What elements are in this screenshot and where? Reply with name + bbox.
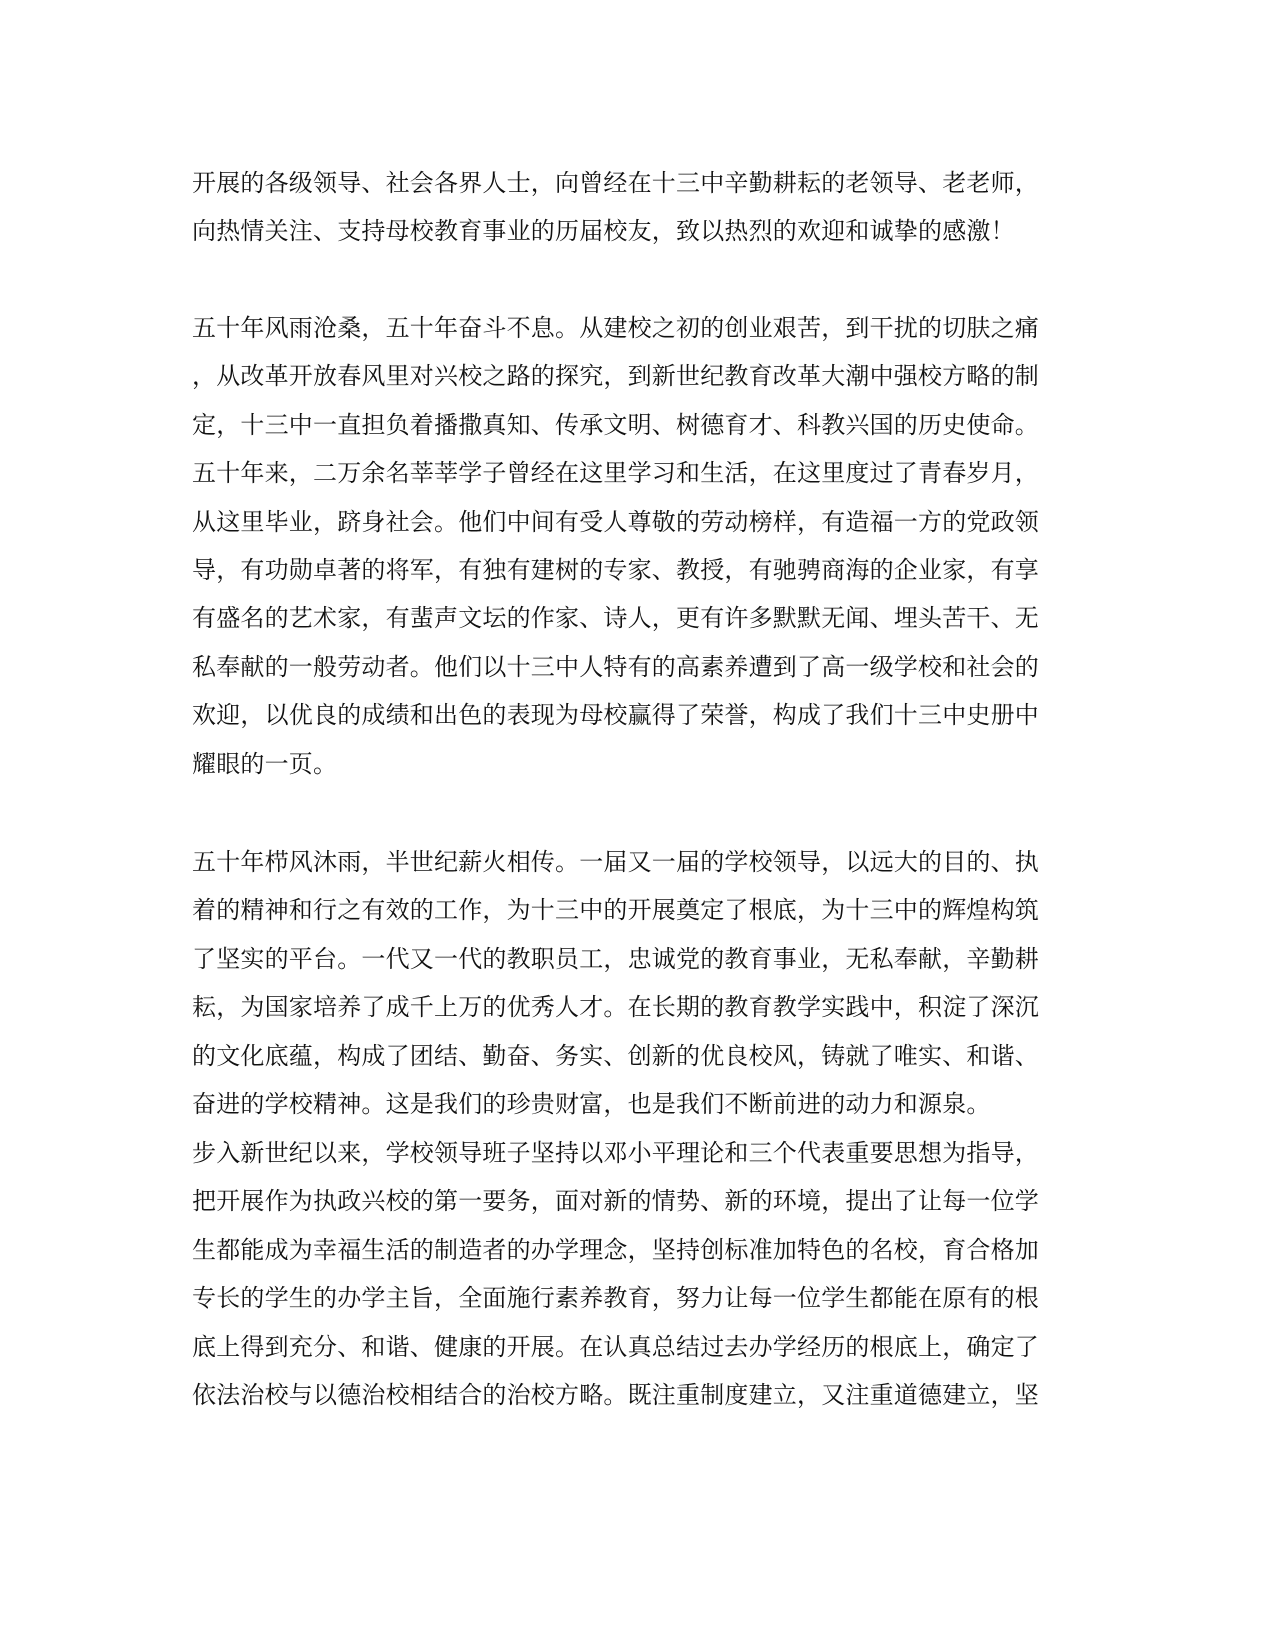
paragraph-3: [192, 838, 1072, 1128]
text-line: 依法治校与以德治校相结合的治校方略。既注重制度建立，又注重道德建立，坚: [192, 1380, 1039, 1409]
text-line: 向热情关注、支持母校教育事业的历届校友，致以热烈的欢迎和诚挚的感激！: [192, 217, 1015, 246]
text-line: 耘，为国家培养了成千上万的优秀人才。在长期的教育教学实践中，积淀了深沉: [192, 993, 1039, 1022]
text-line: ，从改革开放春风里对兴校之路的探究，到新世纪教育改革大潮中强校方略的制: [192, 362, 1039, 391]
text-line: 底上得到充分、和谐、健康的开展。在认真总结过去办学经历的根底上，确定了: [192, 1332, 1039, 1361]
text-line: 奋进的学校精神。这是我们的珍贵财富，也是我们不断前进的动力和源泉。: [192, 1089, 991, 1118]
text-line: 私奉献的一般劳动者。他们以十三中人特有的高素养遭到了高一级学校和社会的: [192, 652, 1039, 681]
paragraph-4: [192, 1129, 1072, 1419]
paragraph-1: [192, 159, 1072, 256]
text-line: 着的精神和行之有效的工作，为十三中的开展奠定了根底，为十三中的辉煌构筑: [192, 896, 1039, 925]
text-line: 耀眼的一页。: [192, 749, 338, 778]
text-line: 五十年来，二万余名莘莘学子曾经在这里学习和生活，在这里度过了青春岁月，: [192, 459, 1039, 488]
text-line: 欢迎，以优良的成绩和出色的表现为母校赢得了荣誉，构成了我们十三中史册中: [192, 701, 1039, 730]
text-line: 五十年栉风沐雨，半世纪薪火相传。一届又一届的学校领导，以远大的目的、执: [192, 848, 1039, 876]
text-line: 专长的学生的办学主旨，全面施行素养教育，努力让每一位学生都能在原有的根: [192, 1284, 1039, 1313]
text-line: 五十年风雨沧桑，五十年奋斗不息。从建校之初的创业艰苦，到干扰的切肤之痛: [192, 314, 1039, 342]
text-line: 从这里毕业，跻身社会。他们中间有受人尊敬的劳动榜样，有造福一方的党政领: [192, 507, 1039, 536]
text-line: 有盛名的艺术家，有蜚声文坛的作家、诗人，更有许多默默无闻、埋头苦干、无: [192, 604, 1039, 633]
text-line: 步入新世纪以来，学校领导班子坚持以邓小平理论和三个代表重要思想为指导，: [192, 1139, 1039, 1167]
text-line: 导，有功勋卓著的将军，有独有建树的专家、教授，有驰骋商海的企业家，有享: [192, 555, 1039, 584]
text-line: 生都能成为幸福生活的制造者的办学理念，坚持创标准加特色的名校，育合格加: [192, 1235, 1039, 1264]
text-line: 开展的各级领导、社会各界人士，向曾经在十三中辛勤耕耘的老领导、老老师，: [192, 169, 1039, 197]
text-line: 了坚实的平台。一代又一代的教职员工，忠诚党的教育事业，无私奉献，辛勤耕: [192, 944, 1039, 973]
paragraph-2: [192, 304, 1072, 788]
text-line: 的文化底蕴，构成了团结、勤奋、务实、创新的优良校风，铸就了唯实、和谐、: [192, 1041, 1039, 1070]
text-line: 把开展作为执政兴校的第一要务，面对新的情势、新的环境，提出了让每一位学: [192, 1187, 1039, 1216]
text-line: 定，十三中一直担负着播撒真知、传承文明、树德育才、科教兴国的历史使命。: [192, 410, 1039, 439]
